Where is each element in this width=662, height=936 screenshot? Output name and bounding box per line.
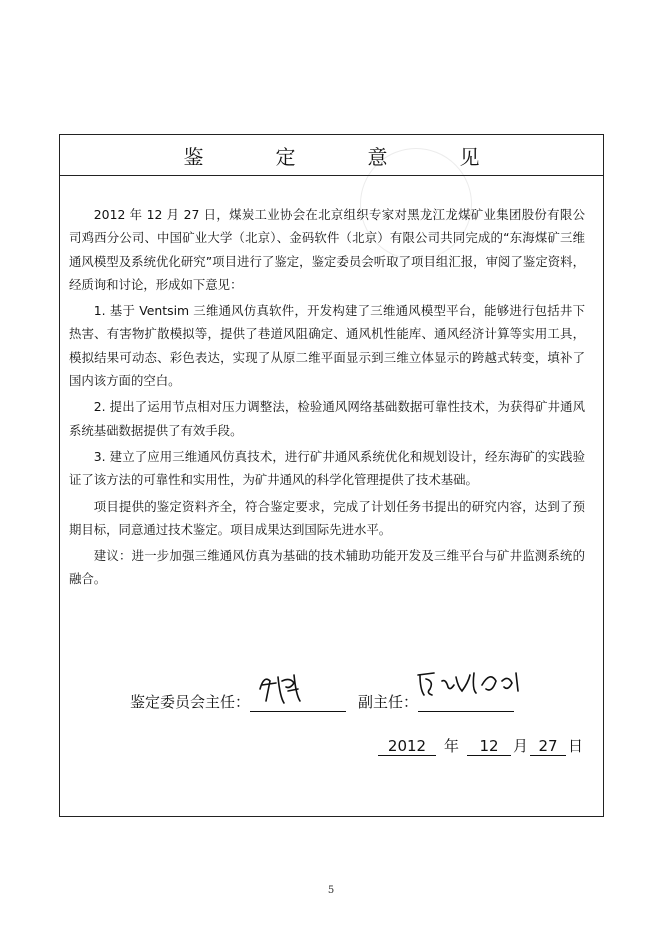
vice-signature-line	[418, 691, 514, 712]
page-number: 5	[327, 885, 335, 896]
appraisal-form	[59, 134, 604, 817]
date-year-unit: 年	[444, 737, 460, 755]
chair-signature	[250, 667, 346, 707]
chair-label: 鉴定委员会主任：	[130, 693, 251, 711]
chair-signature-line	[250, 691, 346, 712]
paragraph-conclusion: 项目提供的鉴定资料齐全，符合鉴定要求，完成了计划任务书提出的研究内容，达到了预期目标，同意通过技术鉴定。项目成果达到国际先进水平。	[69, 498, 585, 537]
date-day: 27	[530, 737, 566, 756]
opinion-body	[69, 203, 585, 594]
page-title: 鉴 定 意 见	[183, 144, 506, 169]
title-row	[60, 135, 603, 176]
paragraph-suggestion: 建议：进一步加强三维通风仿真为基础的技术辅助功能开发及三维平台与矿井监测系统的融合。	[69, 548, 585, 587]
signature-row	[130, 691, 514, 712]
paragraph-intro: 2012 年 12 月 27 日，煤炭工业协会在北京组织专家对黑龙江龙煤矿业集团股份有限公司鸡西分公司、中国矿业大学（北京）、金码软件（北京）有限公司共同完成的“东海煤矿三维通风模型及系统优化研究”项目进行了鉴定，鉴定委员会听取了项目组汇报，审阅了鉴定资料，经质询和讨论，形成如下意见：	[69, 207, 585, 292]
date-month-unit: 月	[513, 737, 529, 755]
paragraph-item-3: 3. 建立了应用三维通风仿真技术，进行矿井通风系统优化和规划设计，经东海矿的实践验证了该方法的可靠性和实用性，为矿井通风的科学化管理提供了技术基础。	[69, 448, 585, 488]
paragraph-item-2: 2. 提出了运用节点相对压力调整法，检验通风网络基础数据可靠性技术，为获得矿井通风系统基础数据提供了有效手段。	[69, 399, 585, 438]
date-day-unit: 日	[568, 737, 584, 755]
date-row	[378, 735, 583, 756]
date-month: 12	[467, 737, 511, 756]
paragraph-item-1: 1. 基于 Ventsim 三维通风仿真软件，开发构建了三维通风模型平台，能够进行包括井下热害、有害物扩散模拟等，提供了巷道风阻确定、通风机性能库、通风经济计算等实用工具，模拟结果可动态、彩色表达，实现了从原二维平面显示到三维立体显示的跨越式转变，填补了国内该方面的空白。	[69, 303, 585, 389]
date-year: 2012	[378, 737, 436, 756]
vice-signature	[412, 661, 542, 705]
vice-label: 副主任：	[358, 693, 419, 711]
